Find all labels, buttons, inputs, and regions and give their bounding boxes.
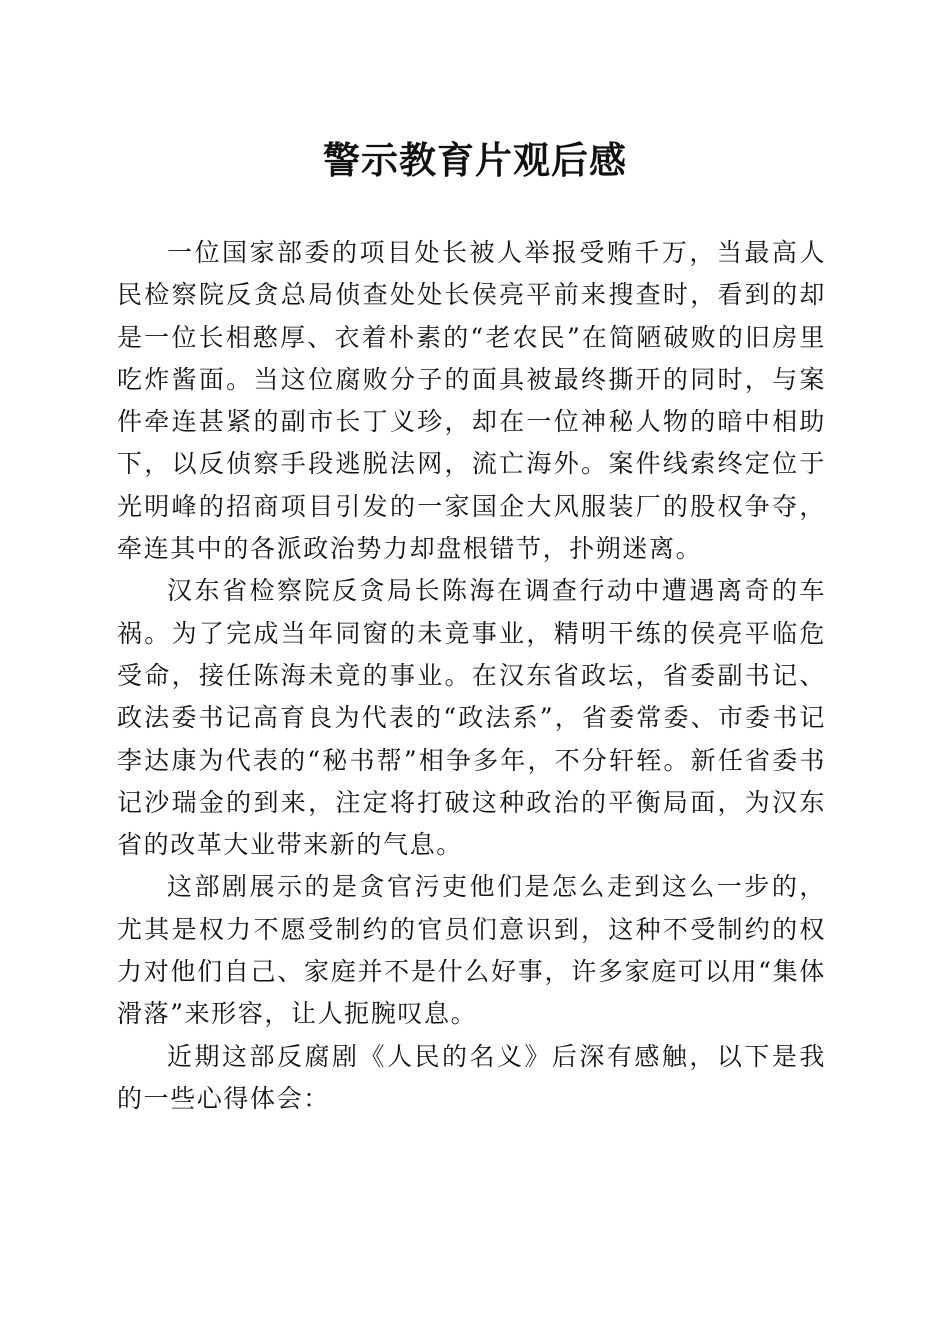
document-body bbox=[117, 232, 826, 1120]
paragraph-1: 一位国家部委的项目处长被人举报受贿千万，当最高人民检察院反贪总局侦查处处长侯亮平前来搜查时，看到的却是一位长相憨厚、衣着朴素的“老农民”在简陋破败的旧房里吃炸酱面。当这位腐败分子的面具被最终撕开的同时，与案件牵连甚紧的副市长丁义珍，却在一位神秘人物的暗中相助下，以反侦察手段逃脱法网，流亡海外。案件线索终定位于光明峰的招商项目引发的一家国企大风服装厂的股权争夺，牵连其中的各派政治势力却盘根错节，扑朔迷离。 bbox=[117, 238, 826, 564]
paragraph-4: 近期这部反腐剧《人民的名义》后深有感触，以下是我的一些心得体会： bbox=[117, 1041, 826, 1113]
paragraph-3: 这部剧展示的是贪官污吏他们是怎么走到这么一步的，尤其是权力不愿受制约的官员们意识到，这种不受制约的权力对他们自己、家庭并不是什么好事，许多家庭可以用“集体滑落”来形容，让人扼腕叹息。 bbox=[117, 872, 826, 1029]
paragraph-2: 汉东省检察院反贪局长陈海在调查行动中遭遇离奇的车祸。为了完成当年同窗的未竟事业，精明干练的侯亮平临危受命，接任陈海未竟的事业。在汉东省政坛，省委副书记、政法委书记高育良为代表的“政法系”，省委常委、市委书记李达康为代表的“秘书帮”相争多年，不分轩轾。新任省委书记沙瑞金的到来，注定将打破这种政治的平衡局面，为汉东省的改革大业带来新的气息。 bbox=[117, 576, 826, 860]
document-title: 警示教育片观后感 bbox=[323, 138, 627, 182]
